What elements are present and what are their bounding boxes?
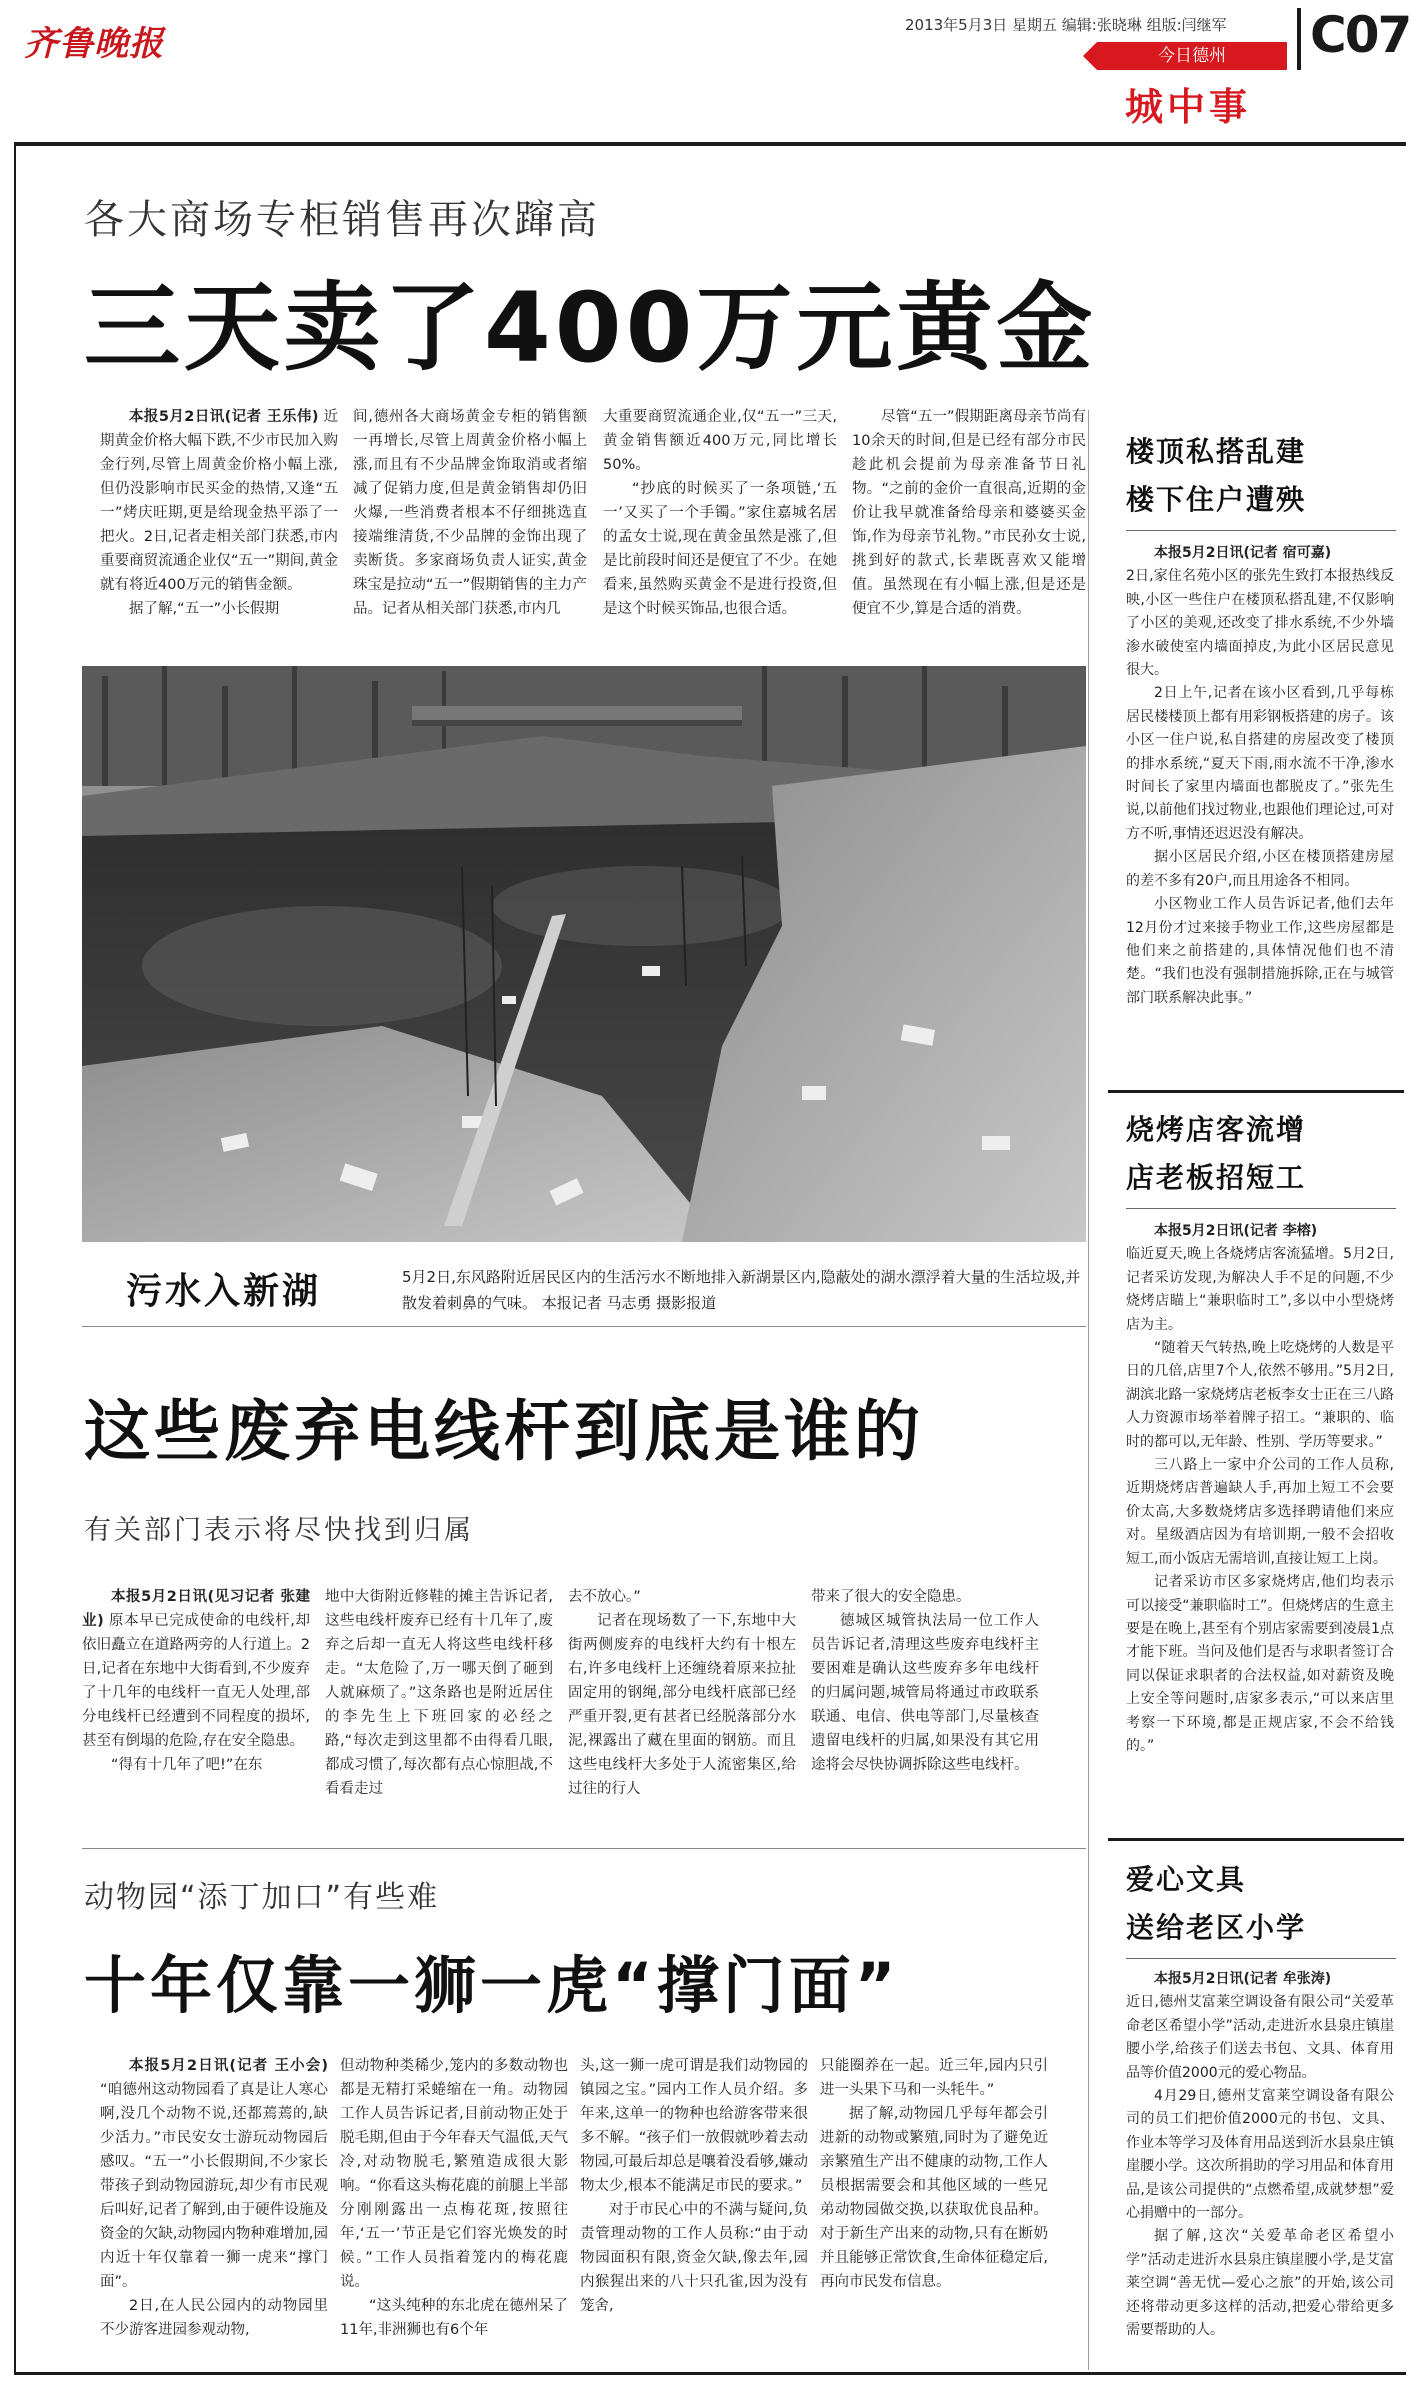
photo-illustration bbox=[82, 666, 1086, 1242]
pole-col1-text: 原本早已完成使命的电线杆,却依旧矗立在道路两旁的人行道上。2日,记者在东地中大街看到,不少废弃了十几年的电线杆一直无人处理,部分电线杆已经遭到不同程度的损坏,甚至有倒塌的危险,存在安全隐患。 bbox=[82, 1613, 310, 1749]
brief2-p1: 临近夏天,晚上各烧烤店客流猛增。5月2日,记者采访发现,为解决人手不足的问题,不少烧烤店瞄上“兼职临时工”,多以中小型烧烤店为主。 bbox=[1126, 1246, 1394, 1333]
newspaper-logo: 齐鲁晚报 bbox=[24, 24, 164, 64]
gold-col3-text: 大重要商贸流通企业,仅“五一”三天,黄金销售额近400万元,同比增长50%。 bbox=[603, 409, 837, 473]
page-number-divider bbox=[1297, 8, 1301, 70]
gold-headline: 三天卖了400万元黄金 bbox=[84, 272, 1097, 384]
gold-col2-text: 间,德州各大商场黄金专柜的销售额一再增长,尽管上周黄金价格小幅上涨,而且有不少品牌金饰取消或者缩减了促销力度,但是黄金销售却仍旧火爆,一些消费者根本不仔细挑选直接端维清货,不少品牌的金饰出现了卖断货。多家商场负责人证实,黄金珠宝是拉动“五一”假期销售的主力产品。记者从相关部门获悉,市内几 bbox=[353, 409, 587, 617]
pole-col4-text: 带来了很大的安全隐患。 bbox=[811, 1589, 971, 1605]
brief1-p3: 据小区居民介绍,小区在楼顶搭建房屋的差不多有20户,而且用途各不相同。 bbox=[1126, 849, 1394, 889]
pole-col2-text: 地中大街附近修鞋的摊主告诉记者,这些电线杆废弃已经有十几年了,废弃之后却一直无人将这些电线杆移走。“太危险了,万一哪天倒了砸到人就麻烦了。”这条路也是附近居住的李先生上下班回家的必经之路,“每次走到这里都不由得看几眼,都成习惯了,每次都有点心惊胆战,不看看走过 bbox=[325, 1589, 553, 1797]
gold-column-1 bbox=[100, 405, 338, 631]
zoo-col3-text: 头,这一狮一虎可谓是我们动物园的镇园之宝。”园内工作人员介绍。多年来,这单一的物种也给游客带来很多不解。“孩子们一放假就吵着去动物园,可最后却总是嚷着没看够,嫌动物太少,根本不能满足市民的要求。” bbox=[580, 2058, 808, 2194]
pole-column-2 bbox=[325, 1585, 553, 1833]
pole-column-4 bbox=[811, 1585, 1039, 1833]
gold-byline: 本报5月2日讯(记者 王乐伟) bbox=[129, 409, 319, 425]
pole-column-1 bbox=[82, 1585, 310, 1833]
gold-column-4 bbox=[852, 405, 1086, 631]
left-frame-rule bbox=[14, 142, 16, 2374]
photo-bottom-rule bbox=[82, 1326, 1086, 1327]
zoo-col1-text: “咱德州这动物园看了真是让人寒心啊,没几个动物不说,还都蔫蔫的,缺少活力。”市民安女士游玩动物园后感叹。“五一”小长假期间,不少家长带孩子到动物园游玩,却少有市民观后叫好,记者了解到,由于硬件设施及资金的欠缺,动物园内物种难增加,园内近十年仅靠着一狮一虎来“撑门面”。 bbox=[100, 2082, 328, 2290]
zoo-col4-text-b: 据了解,动物园几乎每年都会引进新的动物或繁殖,同时为了避免近亲繁殖生产出不健康的动物,工作人员根据需要会和其他区域的一些兄弟动物园做交换,以获取优良品种。对于新生产出来的动物,只有在断奶并且能够正常饮食,生命体征稳定后,再向市民发布信息。 bbox=[820, 2106, 1048, 2290]
brief3-p2: 4月29日,德州艾富莱空调设备有限公司的员工们把价值2000元的书包、文具、作业本等学习及体育用品送到沂水县泉庄镇崖腰小学。这次所捐助的学习用品和体育用品,是该公司提供的“点燃希望,成就梦想”爱心捐赠中的一部分。 bbox=[1126, 2088, 1394, 2222]
pole-subhead: 有关部门表示将尽快找到归属 bbox=[84, 1515, 474, 1546]
brief1-body bbox=[1126, 542, 1394, 1052]
gold-column-3 bbox=[603, 405, 837, 631]
brief1-p4: 小区物业工作人员告诉记者,他们去年12月份才过来接手物业工作,这些房屋都是他们来之前搭建的,具体情况他们也不清楚。“我们也没有强制措施拆除,正在与城管部门联系解决此事。” bbox=[1126, 896, 1394, 1006]
gold-kicker: 各大商场专柜销售再次蹿高 bbox=[84, 197, 600, 243]
sewage-lake-photo bbox=[82, 666, 1086, 1242]
brief1-title bbox=[1126, 428, 1306, 524]
brief2-p3: 三八路上一家中介公司的工作人员称,近期烧烤店普遍缺人手,再加上短工不会要价太高,大多数烧烤店多选择聘请他们来应对。星级酒店因为有培训期,一般不会招收短工,而小饭店无需培训,直接让短工上岗。 bbox=[1126, 1457, 1394, 1567]
brief1-rule bbox=[1126, 530, 1396, 531]
zoo-headline: 十年仅靠一狮一虎“撑门面” bbox=[84, 1949, 900, 2022]
brief1-p2: 2日上午,记者在该小区看到,几乎每栋居民楼楼顶上都有用彩钢板搭建的房子。该小区一住户说,私自搭建的房屋改变了楼顶的排水系统,“夏天下雨,雨水流不干净,渗水时间长了家里内墙面也都脱皮了。”张先生说,以前他们找过物业,也跟他们理论过,可对方不听,事情还迟迟没有解决。 bbox=[1126, 685, 1394, 842]
pole-col3-text-b: 记者在现场数了一下,东地中大街两侧废弃的电线杆大约有十根左右,许多电线杆上还缠绕着原来拉扯固定用的钢绳,部分电线杆底部已经严重开裂,更有甚者已经脱落部分水泥,裸露出了藏在里面的钢筋。而且这些电线杆大多处于人流密集区,给过往的行人 bbox=[568, 1613, 796, 1797]
brief3-byline: 本报5月2日讯(记者 牟张涛) bbox=[1154, 1971, 1332, 1987]
brief2-rule bbox=[1126, 1208, 1396, 1209]
masthead-rule bbox=[14, 142, 1406, 146]
zoo-col2-text-b: “这头纯种的东北虎在德州呆了11年,非洲狮也有6个年 bbox=[340, 2298, 568, 2338]
brief1-title-line1: 楼顶私搭乱建 bbox=[1126, 435, 1307, 468]
brief2-bottom-rule bbox=[1108, 1838, 1404, 1841]
zoo-col3-text-b: 对于市民心中的不满与疑问,负责管理动物的工作人员称:“由于动物园面积有限,资金欠缺,像去年,园内猴猩出来的八十只孔雀,因为没有笼舍, bbox=[580, 2202, 808, 2314]
pole-col3-text: 去不放心。” bbox=[568, 1589, 641, 1605]
section-title: 城中事 bbox=[1125, 85, 1252, 129]
gold-col1-text-b: 据了解,“五一”小长假期 bbox=[129, 601, 280, 617]
brief2-title bbox=[1126, 1106, 1306, 1202]
zoo-kicker: 动物园“添丁加口”有些难 bbox=[84, 1880, 440, 1915]
channel-tag: 今日德州 bbox=[1097, 42, 1287, 70]
brief3-title bbox=[1126, 1856, 1306, 1952]
brief2-p2: “随着天气转热,晚上吃烧烤的人数是平日的几倍,店里7个人,依然不够用。”5月2日,湖滨北路一家烧烤店老板李女士正在三八路人力资源市场举着牌子招工。“兼职的、临时的都可以,无年龄、性别、学历等要求。” bbox=[1126, 1340, 1394, 1450]
gold-column-2 bbox=[353, 405, 587, 631]
gold-col3-text-b: “抄底的时候买了一条项链,‘五一’又买了一个手镯。”家住嘉城名居的孟女士说,现在黄金虽然是涨了,但是比前段时间还是便宜了不少。在她看来,虽然购买黄金不是进行投资,但是这个时候买饰品,也很合适。 bbox=[603, 481, 837, 617]
pole-column-3 bbox=[568, 1585, 796, 1833]
pole-col4-text-b: 德城区城管执法局一位工作人员告诉记者,清理这些废弃电线杆主要困难是确认这些废弃多年电线杆的归属问题,城管局将通过市政联系联通、电信、供电等部门,尽量核查遗留电线杆的归属,如果没有其它用途将会尽快协调拆除这些电线杆。 bbox=[811, 1613, 1039, 1773]
gold-col1-text: 近期黄金价格大幅下跌,不少市民加入购金行列,尽管上周黄金价格小幅上涨,但仍没影响市民买金的热情,又逢“五一”烤庆旺期,更是给现金热平添了一把火。2日,记者走相关部门获悉,市内重要商贸流通企业仅“五一”期间,黄金就有将近400万元的销售金额。 bbox=[100, 409, 338, 593]
brief1-byline: 本报5月2日讯(记者 宿可嘉) bbox=[1154, 545, 1332, 561]
brief2-title-line2: 店老板招短工 bbox=[1126, 1161, 1307, 1194]
zoo-column-1 bbox=[100, 2054, 328, 2360]
brief3-rule bbox=[1126, 1958, 1396, 1959]
page-number: C07 bbox=[1310, 6, 1411, 64]
brief2-body bbox=[1126, 1220, 1394, 1810]
bottom-frame-rule bbox=[14, 2372, 1406, 2375]
pole-headline: 这些废弃电线杆到底是谁的 bbox=[84, 1393, 924, 1470]
brief3-title-line2: 送给老区小学 bbox=[1126, 1911, 1307, 1944]
zoo-byline: 本报5月2日讯(记者 王小会) bbox=[129, 2058, 328, 2074]
photo-caption-text: 5月2日,东风路附近居民区内的生活污水不断地排入新湖景区内,隐蔽处的湖水漂浮着大量的生活垃圾,并散发着刺鼻的气味。 本报记者 马志勇 摄影报道 bbox=[402, 1268, 1081, 1312]
brief1-p1: 2日,家住名苑小区的张先生致打本报热线反映,小区一些住户在楼顶私搭乱建,不仅影响了小区的美观,还改变了排水系统,不少外墙渗水破使室内墙面掉皮,为此小区居民意见很大。 bbox=[1126, 568, 1394, 679]
zoo-col1-text-b: 2日,在人民公园内的动物园里不少游客进园参观动物, bbox=[100, 2298, 328, 2338]
brief3-p3: 据了解,这次“关爱革命老区希望小学”活动走进沂水县泉庄镇崖腰小学,是艾富莱空调“善无忧—爱心之旅”的开始,该公司还将带动更多这样的活动,把爱心带给更多需要帮助的人。 bbox=[1126, 2228, 1394, 2339]
sidebar-divider bbox=[1088, 410, 1089, 2370]
pole-bottom-rule bbox=[82, 1848, 1086, 1849]
pole-byline: 本报5月2日讯(见习记者 张建业) bbox=[82, 1589, 310, 1629]
brief3-body bbox=[1126, 1968, 1394, 2364]
brief3-p1: 近日,德州艾富莱空调设备有限公司“关爱革命老区希望小学”活动,走进沂水县泉庄镇崖腰小学,给孩子们送去书包、文具、体育用品等价值2000元的爱心物品。 bbox=[1126, 1994, 1394, 2081]
gold-col4-text: 尽管“五一”假期距离母亲节尚有10余天的时间,但是已经有部分市民趁此机会提前为母亲准备节日礼物。“之前的金价一直很高,近期的金价让我早就准备给母亲和婆婆买金饰,作为母亲节礼物。”市民孙女士说,挑到好的款式,长辈既喜欢又能增值。虽然现在有小幅上涨,但是还是便宜不少,算是合适的消费。 bbox=[852, 409, 1086, 617]
brief2-title-line1: 烧烤店客流增 bbox=[1126, 1113, 1307, 1146]
brief2-byline: 本报5月2日讯(记者 李榕) bbox=[1154, 1223, 1318, 1239]
brief2-p4: 记者采访市区多家烧烤店,他们均表示可以接受“兼职临时工”。但烧烤店的生意主要是在晚上,甚至有个别店家需要到凌晨1点才能下班。当问及他们是否与求职者签订合同以保证求职者的合法权益,如对薪资及晚上安全等问题时,店家多表示,“可以来店里考察一下环境,都是正规店家,不会不给钱的。” bbox=[1126, 1574, 1394, 1754]
brief1-bottom-rule bbox=[1108, 1090, 1404, 1093]
zoo-column-4 bbox=[820, 2054, 1048, 2360]
zoo-column-3 bbox=[580, 2054, 808, 2360]
channel-tag-arrow bbox=[1083, 42, 1097, 70]
zoo-col2-text: 但动物种类稀少,笼内的多数动物也都是无精打采蜷缩在一角。动物园工作人员告诉记者,目前动物正处于脱毛期,但由于今年春天气温低,天气冷,对动物脱毛,繁殖造成很大影响。“你看这头梅花鹿的前腿上半部分刚刚露出一点梅花斑,按照往年,‘五一’节正是它们容光焕发的时候。”工作人员指着笼内的梅花鹿说。 bbox=[340, 2058, 568, 2290]
pole-col1-text-b: “得有十几年了吧!”在东 bbox=[111, 1757, 263, 1773]
date-editor-line: 2013年5月3日 星期五 编辑:张晓琳 组版:闫继军 bbox=[905, 16, 1227, 34]
zoo-column-2 bbox=[340, 2054, 568, 2360]
zoo-col4-text: 只能圈养在一起。近三年,园内只引进一头果下马和一头牦牛。” bbox=[820, 2058, 1048, 2098]
photo-caption-title: 污水入新湖 bbox=[126, 1271, 322, 1312]
brief3-title-line1: 爱心文具 bbox=[1126, 1863, 1247, 1896]
brief1-title-line2: 楼下住户遭殃 bbox=[1126, 483, 1307, 516]
